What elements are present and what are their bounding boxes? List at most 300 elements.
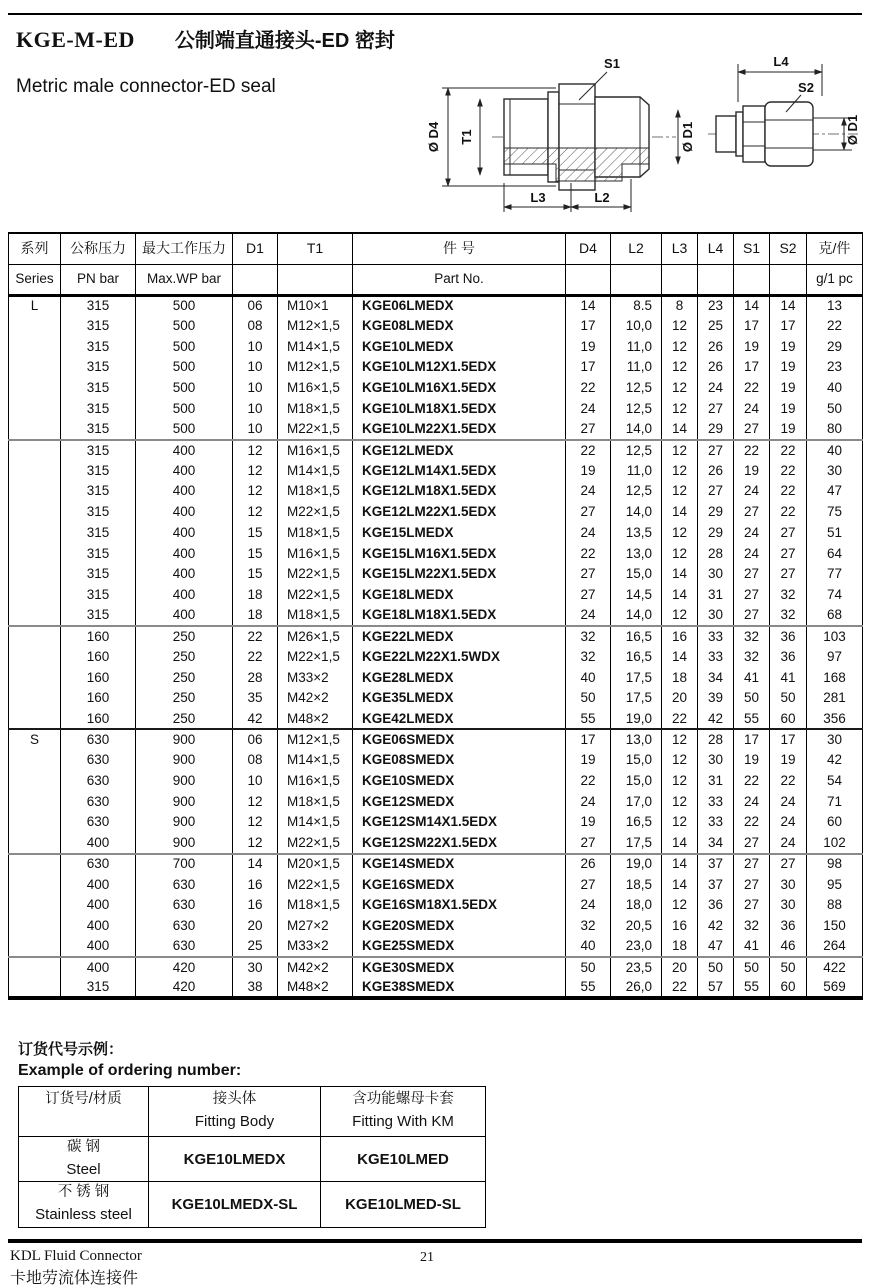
part-number-cell: KGE30SMEDX	[353, 957, 566, 978]
table-cell: 250	[136, 667, 233, 688]
table-cell	[9, 502, 61, 523]
table-cell: 315	[61, 316, 136, 337]
table-cell: 420	[136, 957, 233, 978]
table-cell: 12,5	[611, 398, 662, 419]
table-cell: 16	[662, 626, 698, 647]
table-cell	[9, 688, 61, 709]
table-cell: 500	[136, 398, 233, 419]
table-cell	[9, 605, 61, 626]
table-cell: 103	[807, 626, 863, 647]
table-cell: S	[9, 729, 61, 750]
table-cell: 27	[566, 419, 611, 440]
table-cell: 42	[698, 709, 734, 730]
table-cell: 900	[136, 792, 233, 813]
table-row	[9, 398, 863, 419]
table-cell: M16×1,5	[278, 440, 353, 461]
table-cell: 12	[233, 481, 278, 502]
page-number: 21	[420, 1250, 434, 1265]
table-cell: 400	[136, 461, 233, 482]
table-cell: 10	[233, 357, 278, 378]
table-cell	[9, 792, 61, 813]
table-cell: 11,0	[611, 461, 662, 482]
table-cell: 24	[734, 543, 770, 564]
table-cell: 17,5	[611, 667, 662, 688]
table-cell: 27	[566, 585, 611, 606]
table-cell: 27	[734, 874, 770, 895]
top-rule	[8, 13, 862, 15]
table-cell: 24	[770, 792, 807, 813]
table-cell: 47	[807, 481, 863, 502]
table-cell	[9, 398, 61, 419]
table-cell: 50	[807, 398, 863, 419]
table-cell	[9, 564, 61, 585]
table-cell: 18	[662, 936, 698, 957]
table-cell: 06	[233, 729, 278, 750]
table-cell: 400	[136, 564, 233, 585]
table-cell: 40	[566, 667, 611, 688]
table-cell: M33×2	[278, 936, 353, 957]
table-cell: 54	[807, 771, 863, 792]
table-cell: 55	[734, 709, 770, 730]
table-cell: 15	[233, 543, 278, 564]
material-stainless-cell: 不 锈 钢 Stainless steel	[19, 1182, 149, 1227]
table-cell: 20	[662, 957, 698, 978]
part-number-cell: KGE08LMEDX	[353, 316, 566, 337]
table-cell	[9, 543, 61, 564]
table-cell	[9, 750, 61, 771]
dim-label-s1: S1	[604, 56, 620, 71]
table-cell: 14,0	[611, 419, 662, 440]
table-cell: 55	[566, 978, 611, 999]
table-cell: 20,5	[611, 916, 662, 937]
table-cell: 16,5	[611, 812, 662, 833]
column-header: S2	[770, 233, 807, 264]
table-cell	[9, 874, 61, 895]
table-row	[9, 295, 863, 316]
table-cell: 400	[61, 936, 136, 957]
table-cell: 22	[734, 440, 770, 461]
table-cell: 630	[136, 916, 233, 937]
table-cell: 400	[136, 502, 233, 523]
table-cell	[9, 523, 61, 544]
table-cell: 15	[233, 523, 278, 544]
table-row	[9, 461, 863, 482]
table-cell: 19	[566, 750, 611, 771]
table-cell: 25	[698, 316, 734, 337]
table-cell: 41	[734, 936, 770, 957]
table-cell: 14	[662, 874, 698, 895]
table-cell: 281	[807, 688, 863, 709]
table-cell: 18	[233, 605, 278, 626]
table-cell: 315	[61, 378, 136, 399]
table-cell: 13,0	[611, 543, 662, 564]
table-cell: 315	[61, 461, 136, 482]
table-cell	[9, 916, 61, 937]
table-row	[9, 667, 863, 688]
table-cell: 24	[734, 792, 770, 813]
table-cell: 12	[233, 502, 278, 523]
table-cell: 8.5	[611, 295, 662, 316]
table-cell: 315	[61, 481, 136, 502]
table-cell: M10×1	[278, 295, 353, 316]
column-header	[698, 264, 734, 295]
table-cell: 19,0	[611, 854, 662, 875]
table-cell: 27	[566, 833, 611, 854]
table-cell: 19	[734, 461, 770, 482]
part-number-cell: KGE20SMEDX	[353, 916, 566, 937]
part-number-cell: KGE35LMEDX	[353, 688, 566, 709]
table-cell: 22	[734, 812, 770, 833]
part-number-cell: KGE38SMEDX	[353, 978, 566, 999]
table-row	[9, 916, 863, 937]
table-cell: 11,0	[611, 336, 662, 357]
column-header	[662, 264, 698, 295]
table-cell: 55	[734, 978, 770, 999]
table-cell: M14×1,5	[278, 336, 353, 357]
table-row	[9, 957, 863, 978]
table-cell: 12	[662, 750, 698, 771]
table-cell: 900	[136, 833, 233, 854]
table-cell: 12	[662, 440, 698, 461]
table-cell: 32	[770, 605, 807, 626]
table-cell: 17	[770, 729, 807, 750]
table-cell: 400	[136, 543, 233, 564]
table-cell: 315	[61, 502, 136, 523]
ordering-heading-cn: 订货代号示例：	[18, 1041, 124, 1058]
ordering-col2-header: 接头体 Fitting Body	[149, 1087, 321, 1137]
table-cell: 160	[61, 667, 136, 688]
table-cell: M16×1,5	[278, 378, 353, 399]
part-number-cell: KGE12LM18X1.5EDX	[353, 481, 566, 502]
table-cell: 16,5	[611, 647, 662, 668]
table-cell: 22	[770, 440, 807, 461]
table-row	[19, 1137, 486, 1182]
table-cell: M12×1,5	[278, 316, 353, 337]
table-cell: 06	[233, 295, 278, 316]
table-cell: 26	[698, 357, 734, 378]
table-cell: 71	[807, 792, 863, 813]
table-cell: 10	[233, 419, 278, 440]
table-cell: 25	[233, 936, 278, 957]
table-cell	[9, 978, 61, 999]
table-cell	[9, 667, 61, 688]
table-cell: 22	[734, 378, 770, 399]
table-cell: 14	[662, 564, 698, 585]
table-cell: 22	[566, 543, 611, 564]
table-cell: 34	[698, 667, 734, 688]
table-cell: 630	[61, 854, 136, 875]
table-cell: 17,5	[611, 833, 662, 854]
ordering-heading-en: Example of ordering number:	[18, 1062, 242, 1079]
table-cell: 33	[698, 647, 734, 668]
table-cell: 50	[770, 688, 807, 709]
table-cell: 18	[662, 667, 698, 688]
table-cell: 46	[770, 936, 807, 957]
table-row	[9, 978, 863, 999]
subtitle-english: Metric male connector-ED seal	[16, 76, 276, 97]
table-cell: M18×1,5	[278, 605, 353, 626]
column-header: D4	[566, 233, 611, 264]
table-row	[9, 585, 863, 606]
table-cell: 28	[233, 667, 278, 688]
table-cell: 16	[233, 874, 278, 895]
table-cell: 400	[61, 895, 136, 916]
part-number-cell: KGE12LM14X1.5EDX	[353, 461, 566, 482]
table-cell: 19	[770, 419, 807, 440]
connector-section-body	[504, 84, 649, 190]
table-cell: 160	[61, 709, 136, 730]
table-cell: 18	[233, 585, 278, 606]
table-cell: M22×1,5	[278, 833, 353, 854]
right-diagram	[700, 52, 866, 204]
table-cell: L	[9, 295, 61, 316]
part-number-cell: KGE12LMEDX	[353, 440, 566, 461]
table-cell: 23,5	[611, 957, 662, 978]
table-row	[19, 1182, 486, 1227]
table-cell: 15,0	[611, 750, 662, 771]
table-cell: 22	[233, 626, 278, 647]
part-number-cell: KGE15LM16X1.5EDX	[353, 543, 566, 564]
table-cell: 11,0	[611, 357, 662, 378]
table-cell: 400	[136, 585, 233, 606]
ordering-col3-header: 含功能螺母卡套 Fitting With KM	[321, 1087, 486, 1137]
column-header: PN bar	[61, 264, 136, 295]
table-cell: 12	[233, 812, 278, 833]
table-cell: 77	[807, 564, 863, 585]
table-cell: 27	[770, 543, 807, 564]
table-cell: 17,5	[611, 688, 662, 709]
table-cell: 160	[61, 626, 136, 647]
table-cell: 22	[770, 771, 807, 792]
table-row	[9, 378, 863, 399]
spec-table-body	[9, 295, 863, 998]
table-row	[9, 936, 863, 957]
table-cell: 22	[662, 978, 698, 999]
table-cell: 250	[136, 647, 233, 668]
table-cell: 22	[566, 378, 611, 399]
table-cell: 400	[61, 833, 136, 854]
table-cell: 80	[807, 419, 863, 440]
table-cell: 40	[807, 378, 863, 399]
table-cell: 24	[566, 792, 611, 813]
table-cell: 27	[566, 502, 611, 523]
table-cell: M22×1,5	[278, 564, 353, 585]
table-cell: 31	[698, 771, 734, 792]
table-row	[9, 647, 863, 668]
table-cell	[9, 481, 61, 502]
table-cell: 97	[807, 647, 863, 668]
table-cell: 30	[770, 874, 807, 895]
table-row	[9, 336, 863, 357]
table-cell: 13	[807, 295, 863, 316]
table-cell: M18×1,5	[278, 523, 353, 544]
table-cell: 88	[807, 895, 863, 916]
dim-label-d1-right-drawing: Ø D1	[845, 114, 860, 146]
table-cell: M42×2	[278, 957, 353, 978]
part-number-cell: KGE12SM22X1.5EDX	[353, 833, 566, 854]
table-cell: 12	[233, 440, 278, 461]
table-cell: 32	[770, 585, 807, 606]
table-cell: 55	[566, 709, 611, 730]
series-code-title: KGE-M-ED	[16, 27, 135, 52]
table-cell: 14	[662, 647, 698, 668]
table-cell: 40	[566, 936, 611, 957]
table-cell: 30	[698, 564, 734, 585]
table-row	[9, 523, 863, 544]
part-number-cell: KGE08SMEDX	[353, 750, 566, 771]
table-cell: 14,5	[611, 585, 662, 606]
table-cell: 27	[770, 564, 807, 585]
part-number-cell: KGE14SMEDX	[353, 854, 566, 875]
table-cell: 35	[233, 688, 278, 709]
table-cell: 264	[807, 936, 863, 957]
table-cell: 37	[698, 874, 734, 895]
table-cell: 12	[662, 357, 698, 378]
page-title	[16, 24, 395, 53]
table-cell: 500	[136, 357, 233, 378]
spec-table	[8, 232, 863, 1000]
column-header: 公称压力	[61, 233, 136, 264]
column-header: L4	[698, 233, 734, 264]
table-cell: 315	[61, 336, 136, 357]
table-cell: 22	[807, 316, 863, 337]
table-row	[19, 1087, 486, 1137]
part-number-cell: KGE06LMEDX	[353, 295, 566, 316]
table-cell	[9, 378, 61, 399]
part-number-cell: KGE22LMEDX	[353, 626, 566, 647]
table-cell: 630	[61, 812, 136, 833]
table-cell: 27	[734, 585, 770, 606]
table-cell: 14	[770, 295, 807, 316]
table-cell: 22	[770, 461, 807, 482]
table-cell: 18,5	[611, 874, 662, 895]
table-cell: 22	[566, 771, 611, 792]
table-cell: 30	[698, 605, 734, 626]
table-cell: 32	[734, 626, 770, 647]
part-number-cell: KGE12SMEDX	[353, 792, 566, 813]
material-steel-cell: 碳 钢 Steel	[19, 1137, 149, 1182]
table-cell: 12,5	[611, 440, 662, 461]
table-cell: 28	[698, 543, 734, 564]
column-header: 克/件	[807, 233, 863, 264]
table-cell: M22×1,5	[278, 502, 353, 523]
table-cell: 630	[61, 750, 136, 771]
table-cell: 12	[662, 792, 698, 813]
table-cell: 42	[698, 916, 734, 937]
table-cell: 22	[662, 709, 698, 730]
table-cell: 19	[770, 378, 807, 399]
table-cell: 630	[136, 895, 233, 916]
table-row	[9, 688, 863, 709]
header-row-cn	[9, 233, 863, 264]
table-row	[9, 543, 863, 564]
table-cell: 32	[566, 916, 611, 937]
table-cell: 50	[566, 957, 611, 978]
table-cell	[9, 812, 61, 833]
part-number-cell: KGE10LM12X1.5EDX	[353, 357, 566, 378]
table-cell: M18×1,5	[278, 398, 353, 419]
table-cell: 57	[698, 978, 734, 999]
table-cell: 315	[61, 295, 136, 316]
part-number-cell: KGE10LMEDX-SL	[149, 1182, 321, 1227]
table-cell: 19	[566, 336, 611, 357]
table-cell: 31	[698, 585, 734, 606]
table-cell: 17	[566, 729, 611, 750]
table-cell: 19	[770, 398, 807, 419]
table-row	[9, 502, 863, 523]
table-cell: 24	[566, 523, 611, 544]
table-cell: 14	[233, 854, 278, 875]
table-cell: 50	[734, 688, 770, 709]
table-cell: 102	[807, 833, 863, 854]
column-header: L2	[611, 233, 662, 264]
table-cell: M20×1,5	[278, 854, 353, 875]
table-cell: 27	[734, 833, 770, 854]
table-cell: 24	[734, 523, 770, 544]
table-cell: 19,0	[611, 709, 662, 730]
left-diagram	[426, 52, 720, 230]
table-cell: M48×2	[278, 978, 353, 999]
column-header: 最大工作压力	[136, 233, 233, 264]
table-cell: 400	[136, 481, 233, 502]
table-cell: 12	[662, 771, 698, 792]
table-cell: 12,5	[611, 481, 662, 502]
table-cell: 08	[233, 316, 278, 337]
table-cell: 630	[61, 792, 136, 813]
table-cell: 24	[566, 481, 611, 502]
table-cell: 13,0	[611, 729, 662, 750]
dim-label-s2: S2	[798, 80, 814, 95]
table-cell	[9, 647, 61, 668]
table-cell: 150	[807, 916, 863, 937]
header-row-en	[9, 264, 863, 295]
table-cell: 28	[698, 729, 734, 750]
table-cell: 12	[662, 336, 698, 357]
column-header: L3	[662, 233, 698, 264]
column-header	[611, 264, 662, 295]
table-cell: 50	[734, 957, 770, 978]
table-cell: 36	[770, 647, 807, 668]
table-cell: 36	[770, 626, 807, 647]
table-cell: 630	[61, 729, 136, 750]
table-cell: 24	[698, 378, 734, 399]
table-cell	[9, 895, 61, 916]
part-number-cell: KGE22LM22X1.5WDX	[353, 647, 566, 668]
table-cell: 42	[807, 750, 863, 771]
table-cell: 500	[136, 336, 233, 357]
table-cell: 23,0	[611, 936, 662, 957]
table-cell: 700	[136, 854, 233, 875]
table-cell: 24	[770, 833, 807, 854]
table-cell: 17	[566, 316, 611, 337]
table-cell: 500	[136, 295, 233, 316]
table-cell: 27	[770, 523, 807, 544]
table-cell: 26	[698, 336, 734, 357]
table-cell: 27	[770, 854, 807, 875]
table-cell: 400	[61, 957, 136, 978]
table-cell: 315	[61, 543, 136, 564]
part-number-cell: KGE10LMEDX	[149, 1137, 321, 1182]
dim-label-t1: T1	[459, 129, 474, 145]
table-cell: 30	[807, 461, 863, 482]
column-header: Series	[9, 264, 61, 295]
table-cell: 250	[136, 709, 233, 730]
column-header	[566, 264, 611, 295]
table-cell: 08	[233, 750, 278, 771]
ordering-col1-header: 订货号/材质	[19, 1087, 149, 1137]
table-cell: 900	[136, 771, 233, 792]
table-cell: M14×1,5	[278, 461, 353, 482]
